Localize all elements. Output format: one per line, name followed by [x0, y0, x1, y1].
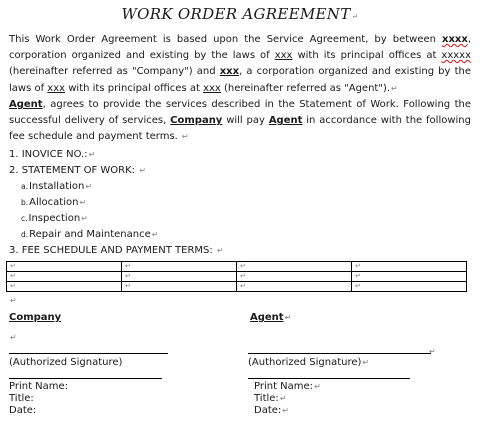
table-cell[interactable]: ↵: [237, 282, 352, 292]
agent-paragraph: Agent, agrees to provide the services described in the Statement of Work. Following the successful delivery of services, Company will pay Agent in accordance with the following fee schedule and payment terms. ↵: [9, 99, 471, 143]
office2-placeholder: xxx: [203, 82, 221, 94]
statement-heading: 2. STATEMENT OF WORK: ↵: [9, 165, 146, 176]
agent-term: Agent: [9, 99, 43, 110]
table-cell[interactable]: ↵: [7, 262, 122, 272]
company-title: Title:: [9, 393, 34, 404]
table-cell[interactable]: ↵: [352, 282, 467, 292]
document-title: WORK ORDER AGREEMENT↵: [121, 5, 359, 23]
company-print-name: Print Name:: [9, 381, 69, 392]
agent-signature-heading: Agent↵: [250, 312, 292, 323]
work-item: c.Inspection↵: [21, 213, 88, 224]
empty-paragraph: ↵: [10, 333, 17, 342]
company-date: Date:: [9, 405, 37, 416]
paragraph-mark: ↵: [351, 12, 359, 21]
agent-date: Date:↵: [254, 405, 289, 416]
agent-print-name: Print Name:↵: [254, 381, 321, 392]
fee-heading: 3. FEE SCHEDULE AND PAYMENT TERMS: ↵: [9, 245, 224, 256]
paragraph-mark: ↵: [391, 83, 398, 93]
table-cell[interactable]: ↵: [122, 262, 237, 272]
agent-signature-line[interactable]: [248, 353, 431, 354]
table-cell[interactable]: ↵: [352, 272, 467, 282]
agent-title: Title:↵: [254, 393, 287, 404]
table-cell[interactable]: ↵: [122, 282, 237, 292]
work-item: d.Repair and Maintenance↵: [21, 229, 159, 240]
work-item: a.Installation↵: [21, 181, 93, 192]
laws1-placeholder: xxx: [274, 50, 293, 62]
table-row: [7, 282, 467, 292]
office1-placeholder: xxxxx: [441, 50, 472, 62]
paragraph-mark: ↵: [182, 132, 189, 142]
agent-term: Agent: [268, 115, 303, 127]
table-cell[interactable]: ↵: [237, 262, 352, 272]
table-row: [7, 272, 467, 282]
table-cell[interactable]: ↵: [7, 272, 122, 282]
table-cell[interactable]: ↵: [352, 262, 467, 272]
paragraph-mark: ↵: [429, 347, 436, 356]
table-cell[interactable]: ↵: [122, 272, 237, 282]
fee-schedule-table: [6, 261, 467, 292]
table-cell[interactable]: ↵: [7, 282, 122, 292]
empty-paragraph: ↵: [10, 296, 17, 305]
party2-placeholder: xxx: [219, 66, 240, 78]
company-signature-line[interactable]: [9, 353, 168, 354]
company-term: Company: [170, 115, 223, 127]
company-name-line[interactable]: [9, 378, 162, 379]
company-signature-heading: Company: [9, 312, 62, 323]
table-row: [7, 262, 467, 272]
invoice-heading: 1. INOVICE NO.:↵: [9, 149, 96, 160]
laws2-placeholder: xxx: [47, 82, 66, 94]
work-item: b.Allocation↵: [21, 197, 87, 208]
intro-paragraph: This Work Order Agreement is based upon the Service Agreement, by between xxxx, corporation organized and existing by the laws of xxx with its principal offices at xxxxx (hereinafter referred as "Company") and xxx, a corporation organized and existing by the laws of xxx with its principal offices at xxx (hereinafter referred as "Agent").↵: [9, 34, 472, 94]
party1-placeholder: xxxx: [442, 34, 468, 45]
table-cell[interactable]: ↵: [237, 272, 352, 282]
agent-name-line[interactable]: [248, 378, 410, 379]
company-authorized-signature: (Authorized Signature): [9, 357, 123, 368]
agent-authorized-signature: (Authorized Signature)↵: [248, 357, 370, 368]
